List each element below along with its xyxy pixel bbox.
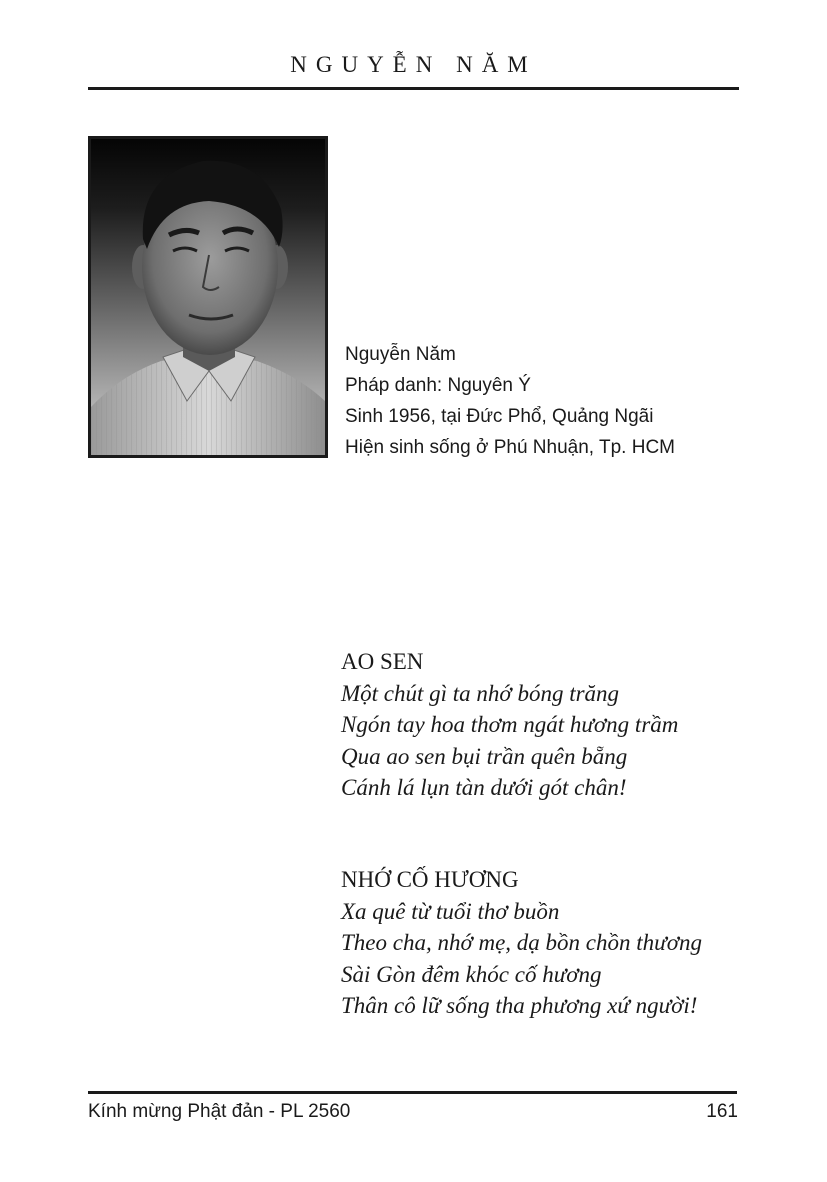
author-portrait bbox=[88, 136, 328, 458]
poem-ao-sen bbox=[341, 646, 678, 804]
page-number: 161 bbox=[706, 1101, 738, 1122]
poem-line: Sài Gòn đêm khóc cố hương bbox=[341, 961, 602, 987]
author-bio bbox=[345, 339, 675, 463]
poem-line: Cánh lá lụn tàn dưới gót chân! bbox=[341, 775, 627, 800]
dharma-name: Pháp danh: Nguyên Ý bbox=[345, 375, 531, 396]
poem-title: NHỚ CỐ HƯƠNG bbox=[341, 867, 519, 892]
page-header-title: NGUYỄN NĂM bbox=[290, 52, 537, 77]
residence-info: Hiện sinh sống ở Phú Nhuận, Tp. HCM bbox=[345, 437, 675, 458]
poem-nho-co-huong bbox=[341, 864, 702, 1022]
header-divider bbox=[88, 87, 739, 90]
poem-line: Một chút gì ta nhớ bóng trăng bbox=[341, 680, 620, 706]
birth-info: Sinh 1956, tại Đức Phổ, Quảng Ngãi bbox=[345, 406, 654, 427]
poem-line: Theo cha, nhớ mẹ, dạ bồn chồn thương bbox=[341, 930, 702, 955]
poem-line: Qua ao sen bụi trần quên bẵng bbox=[341, 743, 628, 769]
author-name: Nguyễn Năm bbox=[345, 344, 456, 365]
poem-title: AO SEN bbox=[341, 649, 424, 674]
portrait-illustration bbox=[91, 139, 325, 455]
footer-caption: Kính mừng Phật đản - PL 2560 bbox=[88, 1101, 351, 1122]
poem-line: Ngón tay hoa thơm ngát hương trầm bbox=[341, 712, 679, 737]
footer-divider bbox=[88, 1091, 737, 1094]
poem-line: Xa quê từ tuổi thơ buồn bbox=[341, 898, 560, 924]
poem-line: Thân cô lữ sống tha phương xứ người! bbox=[341, 993, 698, 1018]
